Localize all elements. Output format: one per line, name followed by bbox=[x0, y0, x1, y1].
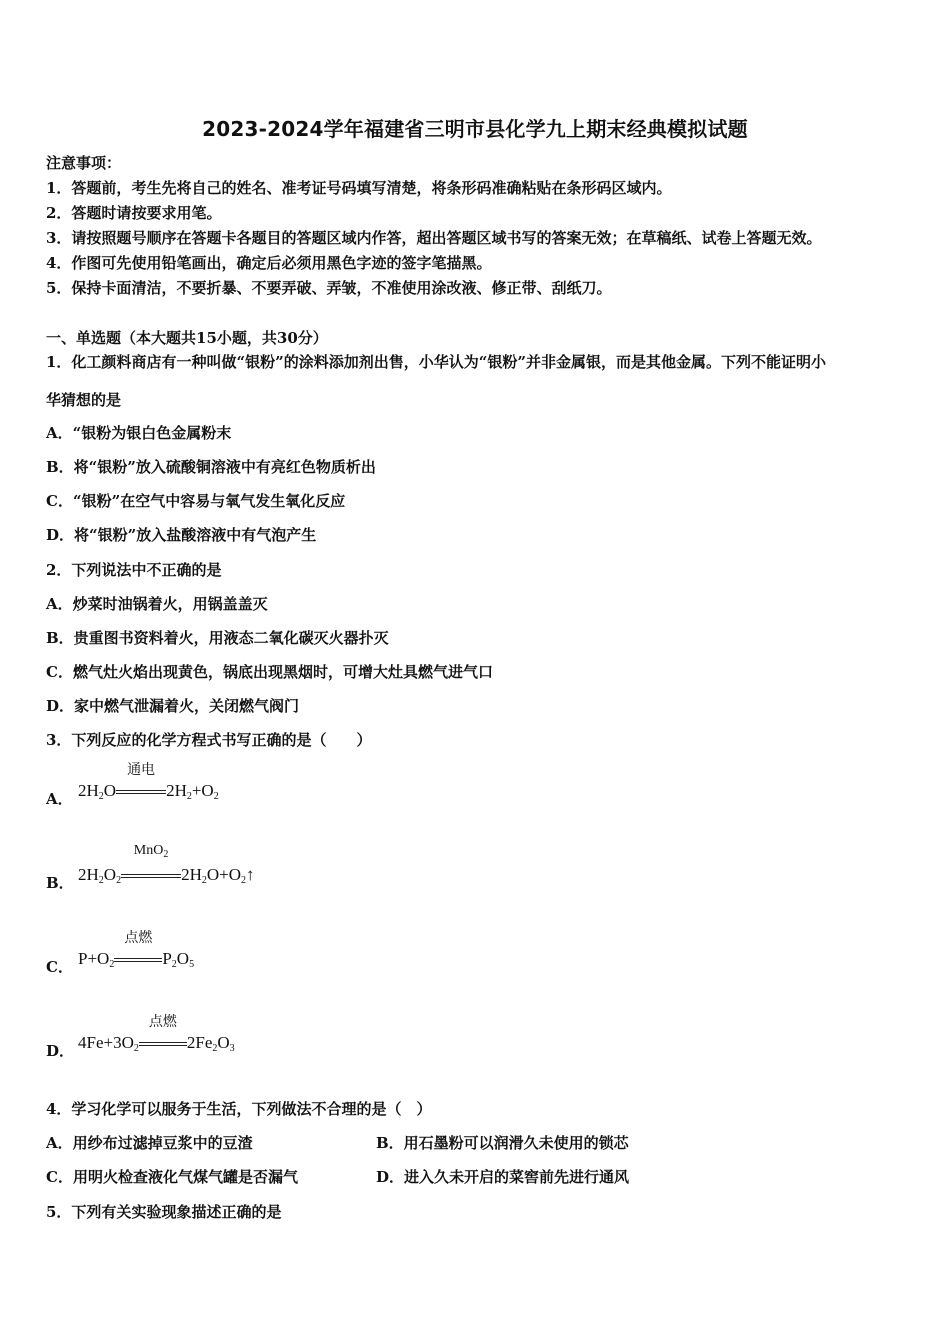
q2-option-a: A．炒菜时油锅着火，用锅盖盖灭 bbox=[46, 595, 268, 613]
q4-option-b: B．用石墨粉可以润滑久未使用的锁芯 bbox=[376, 1134, 629, 1152]
q1-option-a: A．“银粉为银白色金属粉末 bbox=[46, 424, 232, 442]
q1-stem-line1: 1．化工颜料商店有一种叫做“银粉”的涂料添加剂出售，小华认为“银粉”并非金属银，而是其他金属。下列不能证明小 bbox=[46, 353, 826, 371]
q3-option-d-label: D． bbox=[46, 1042, 75, 1060]
notice-item: 3．请按照题号顺序在答题卡各题目的答题区域内作答，超出答题区域书写的答案无效；在草稿纸、试卷上答题无效。 bbox=[46, 229, 822, 247]
q4-option-c: C．用明火检查液化气煤气罐是否漏气 bbox=[46, 1168, 298, 1186]
q1-option-d: D．将“银粉”放入盐酸溶液中有气泡产生 bbox=[46, 526, 317, 544]
page-title: 2023-2024学年福建省三明市县化学九上期末经典模拟试题 bbox=[202, 117, 748, 141]
q3-a-condition: 通电 bbox=[127, 763, 156, 778]
notice-item: 1．答题前，考生先将自己的姓名、准考证号码填写清楚，将条形码准确粘贴在条形码区域内。 bbox=[46, 179, 672, 197]
q3-c-condition: 点燃 bbox=[124, 931, 153, 946]
q3-option-c-equation: $P+O_2$ 点燃 $P_2O_5$ bbox=[78, 949, 194, 970]
q4-option-d: D．进入久未开启的菜窖前先进行通风 bbox=[376, 1168, 630, 1186]
q3-option-d-equation: $4Fe+3O_2$ 点燃 $2Fe_2O_3$ bbox=[78, 1033, 235, 1054]
q5-stem: 5．下列有关实验现象描述正确的是 bbox=[46, 1203, 282, 1221]
notice-item: 4．作图可先使用铅笔画出，确定后必须用黑色字迹的签字笔描黑。 bbox=[46, 254, 492, 272]
q3-option-b-label: B． bbox=[46, 874, 74, 892]
q3-option-a-equation: $2H_2O$ 通电 $2H_2+O_2$ bbox=[78, 781, 219, 802]
q4-stem: 4．学习化学可以服务于生活，下列做法不合理的是（ ） bbox=[46, 1100, 432, 1118]
q1-option-b: B．将“银粉”放入硫酸铜溶液中有亮红色物质析出 bbox=[46, 458, 376, 476]
section-heading: 一、单选题（本大题共15小题，共30分） bbox=[46, 329, 328, 347]
q2-option-b: B．贵重图书资料着火，用液态二氧化碳灭火器扑灭 bbox=[46, 629, 389, 647]
q3-option-a-label: A． bbox=[46, 790, 73, 808]
q3-option-b-equation: $2H_2O_2$ MnO$_2$ $2H_2O+O_2↑$ bbox=[78, 843, 255, 886]
notice-item: 5．保持卡面清洁，不要折暴、不要弄破、弄皱，不准使用涂改液、修正带、刮纸刀。 bbox=[46, 279, 612, 297]
q3-stem: 3．下列反应的化学方程式书写正确的是（ ） bbox=[46, 731, 372, 749]
q2-option-c: C．燃气灶火焰出现黄色，锅底出现黑烟时，可增大灶具燃气进气口 bbox=[46, 663, 493, 681]
q3-option-c-label: C． bbox=[46, 958, 73, 976]
q2-option-d: D．家中燃气泄漏着火，关闭燃气阀门 bbox=[46, 697, 300, 715]
q1-option-c: C．“银粉”在空气中容易与氧气发生氧化反应 bbox=[46, 492, 346, 510]
q4-option-a: A．用纱布过滤掉豆浆中的豆渣 bbox=[46, 1134, 253, 1152]
notice-heading: 注意事项： bbox=[46, 154, 122, 172]
q2-stem: 2．下列说法中不正确的是 bbox=[46, 561, 222, 579]
q1-stem-line2: 华猜想的是 bbox=[46, 391, 122, 409]
notice-item: 2．答题时请按要求用笔。 bbox=[46, 204, 222, 222]
q3-b-condition: MnO$_2$ bbox=[133, 843, 169, 860]
q3-d-condition: 点燃 bbox=[148, 1015, 177, 1030]
